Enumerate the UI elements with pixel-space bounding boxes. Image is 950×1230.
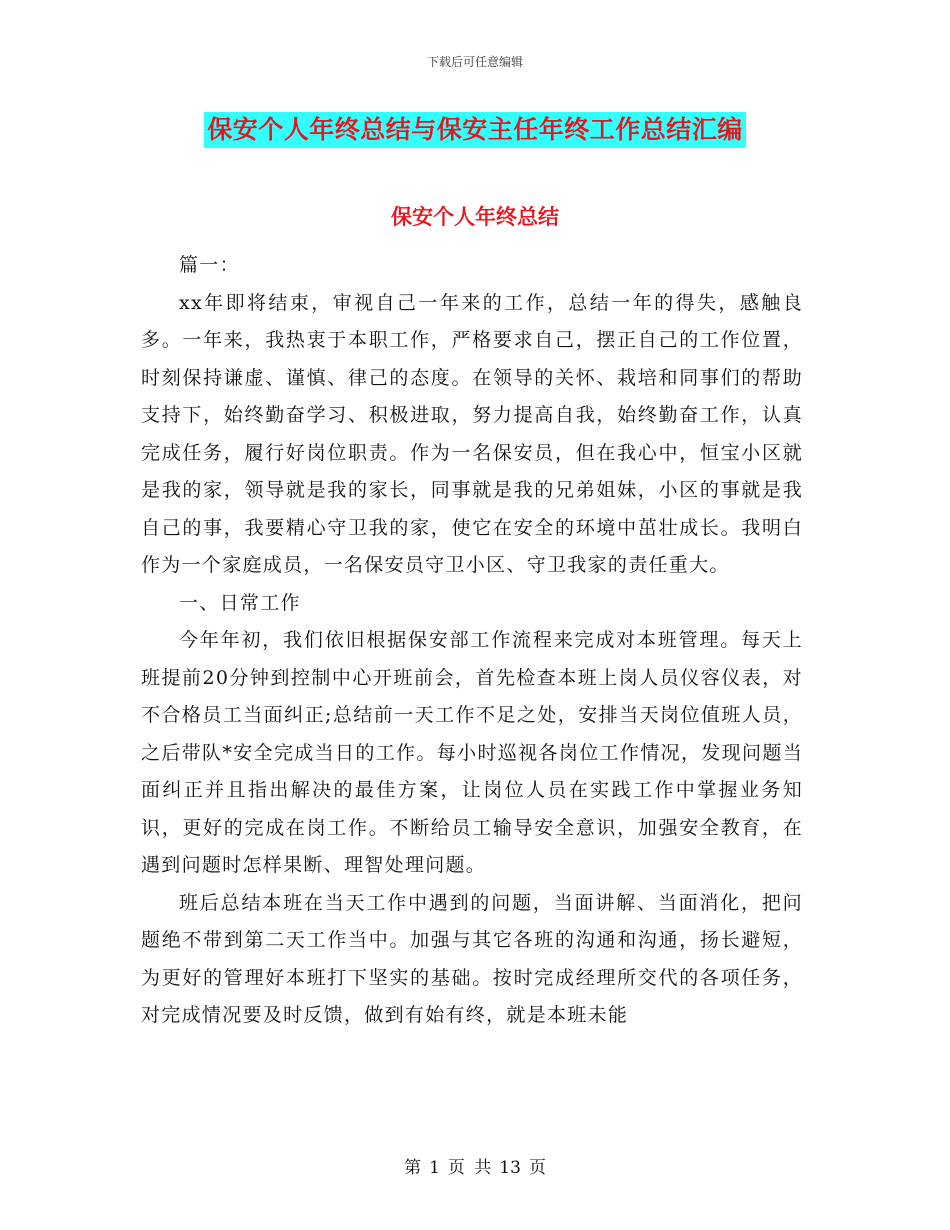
header-note: 下载后可任意编辑	[426, 55, 523, 69]
document-body	[141, 247, 803, 1035]
footer-suffix: 页	[528, 1158, 546, 1178]
footer-prefix: 第	[404, 1158, 422, 1178]
footer-middle: 页 共	[447, 1158, 492, 1178]
section-label: 篇一：	[179, 254, 240, 276]
paragraph: xx年即将结束，审视自己一年来的工作，总结一年的得失，感触良多。一年来，我热衷于本职工作，严格要求自己，摆正自己的工作位置，时刻保持谦虚、谨慎、律己的态度。在领导的关怀、栽培和同事们的帮助支持下，始终勤奋学习、积极进取，努力提高自我，始终勤奋工作，认真完成任务，履行好岗位职责。作为一名保安员，但在我心中，恒宝小区就是我的家，领导就是我的家长，同事就是我的兄弟姐妹，小区的事就是我自己的事，我要精心守卫我的家，使它在安全的环境中茁壮成长。我明白作为一个家庭成员，一名保安员守卫小区、守卫我家的责任重大。	[141, 291, 803, 576]
paragraph: 班后总结本班在当天工作中遇到的问题，当面讲解、当面消化，把问题绝不带到第二天工作当中。加强与其它各班的沟通和沟通，扬长避短，为更好的管理好本班打下坚实的基础。按时完成经理所交代的各项任务，对完成情况要及时反馈，做到有始有终，就是本班未能	[141, 891, 803, 1026]
page-number: 1	[429, 1158, 440, 1178]
sub-title: 保安个人年终总结	[391, 205, 559, 229]
main-title-container	[0, 112, 950, 148]
page-footer	[0, 1153, 950, 1178]
paragraph: 今年年初，我们依旧根据保安部工作流程来完成对本班管理。每天上班提前20分钟到控制中心开班前会，首先检查本班上岗人员仪容仪表，对不合格员工当面纠正;总结前一天工作不足之处，安排当天岗位值班人员，之后带队*安全完成当日的工作。每小时巡视各岗位工作情况，发现问题当面纠正并且指出解决的最佳方案，让岗位人员在实践工作中掌握业务知识，更好的完成在岗工作。不断给员工输导安全意识，加强安全教育，在遇到问题时怎样果断、理智处理问题。	[141, 629, 803, 876]
page-total: 13	[499, 1158, 521, 1178]
section-heading: 一、日常工作	[179, 591, 301, 614]
main-title: 保安个人年终总结与保安主任年终工作总结汇编	[204, 112, 746, 148]
